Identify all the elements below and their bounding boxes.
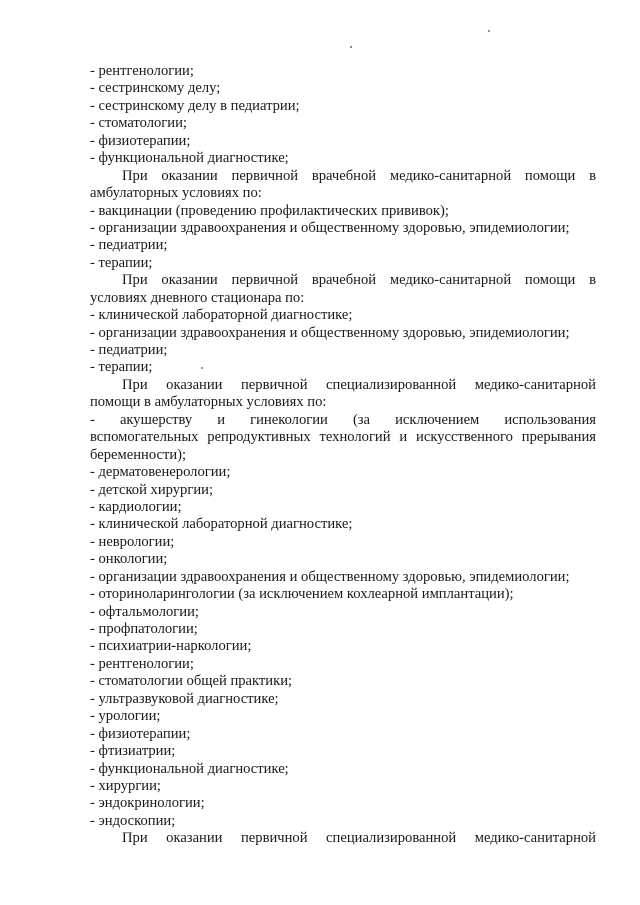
paragraph-intro-line: При оказании первичной специализированной медико-санитарной	[122, 830, 596, 847]
list-item: - психиатрии-наркологии;	[90, 638, 252, 655]
list-item: - педиатрии;	[90, 237, 168, 254]
list-item: - эндокринологии;	[90, 795, 205, 812]
paragraph-intro-line: При оказании первичной врачебной медико-санитарной помощи в	[122, 272, 596, 289]
scan-speck	[488, 30, 490, 32]
scan-speck	[350, 46, 352, 48]
justified-line: - акушерству и гинекологии (за исключением использования	[90, 411, 596, 428]
list-item: - эндоскопии;	[90, 812, 176, 829]
list-item: - функциональной диагностике;	[90, 760, 289, 777]
paragraph-intro-line: При оказании первичной врачебной медико-санитарной помощи в	[122, 167, 596, 184]
paragraph-intro-line: При оказании первичной специализированной медико-санитарной	[122, 376, 596, 393]
list-item: - урологии;	[90, 708, 161, 725]
list-item: - профпатологии;	[90, 621, 198, 637]
text-line: амбулаторных условиях по:	[90, 185, 262, 202]
list-item: - стоматологии общей практики;	[90, 673, 293, 690]
list-item: - ультразвуковой диагностике;	[90, 690, 279, 707]
scan-speck	[201, 367, 203, 369]
list-item: - рентгенологии;	[90, 655, 194, 672]
text-line: помощи в амбулаторных условиях по:	[90, 394, 327, 411]
justified-line: вспомогательных репродуктивных технологий и искусственного прерывания	[90, 429, 596, 446]
list-item: - организации здравоохранения и общественному здоровью, эпидемиологии;	[90, 324, 570, 341]
list-item: - функциональной диагностике;	[90, 150, 289, 167]
list-item: - терапии;	[90, 254, 153, 271]
list-item: - педиатрии;	[90, 342, 168, 358]
list-item: - организации здравоохранения и общественному здоровью, эпидемиологии;	[90, 219, 570, 236]
list-item: - сестринскому делу в педиатрии;	[90, 97, 300, 114]
list-item: - кардиологии;	[90, 498, 182, 515]
list-item: - фтизиатрии;	[90, 743, 176, 760]
list-item: - онкологии;	[90, 551, 168, 568]
list-item: - детской хирургии;	[90, 481, 214, 498]
list-item: - клинической лабораторной диагностике;	[90, 516, 353, 533]
list-item: - терапии;	[90, 359, 153, 376]
list-item: - физиотерапии;	[90, 725, 191, 742]
list-item: - хирургии;	[90, 777, 161, 794]
list-item: - оториноларингологии (за исключением кохлеарной имплантации);	[90, 586, 514, 603]
list-item: - вакцинации (проведению профилактических прививок);	[90, 202, 449, 219]
list-item: - дерматовенерологии;	[90, 464, 231, 481]
list-item: - организации здравоохранения и общественному здоровью, эпидемиологии;	[90, 568, 570, 585]
list-item: - офтальмологии;	[90, 603, 199, 620]
list-item: - неврологии;	[90, 533, 175, 550]
list-item: - физиотерапии;	[90, 132, 191, 149]
text-line: условиях дневного стационара по:	[90, 289, 305, 306]
list-item: - сестринскому делу;	[90, 80, 221, 97]
document-body	[90, 63, 596, 848]
list-item: - клинической лабораторной диагностике;	[90, 307, 353, 324]
list-item: - рентгенологии;	[90, 63, 194, 79]
text-line: беременности);	[90, 446, 187, 463]
list-item: - стоматологии;	[90, 115, 187, 132]
